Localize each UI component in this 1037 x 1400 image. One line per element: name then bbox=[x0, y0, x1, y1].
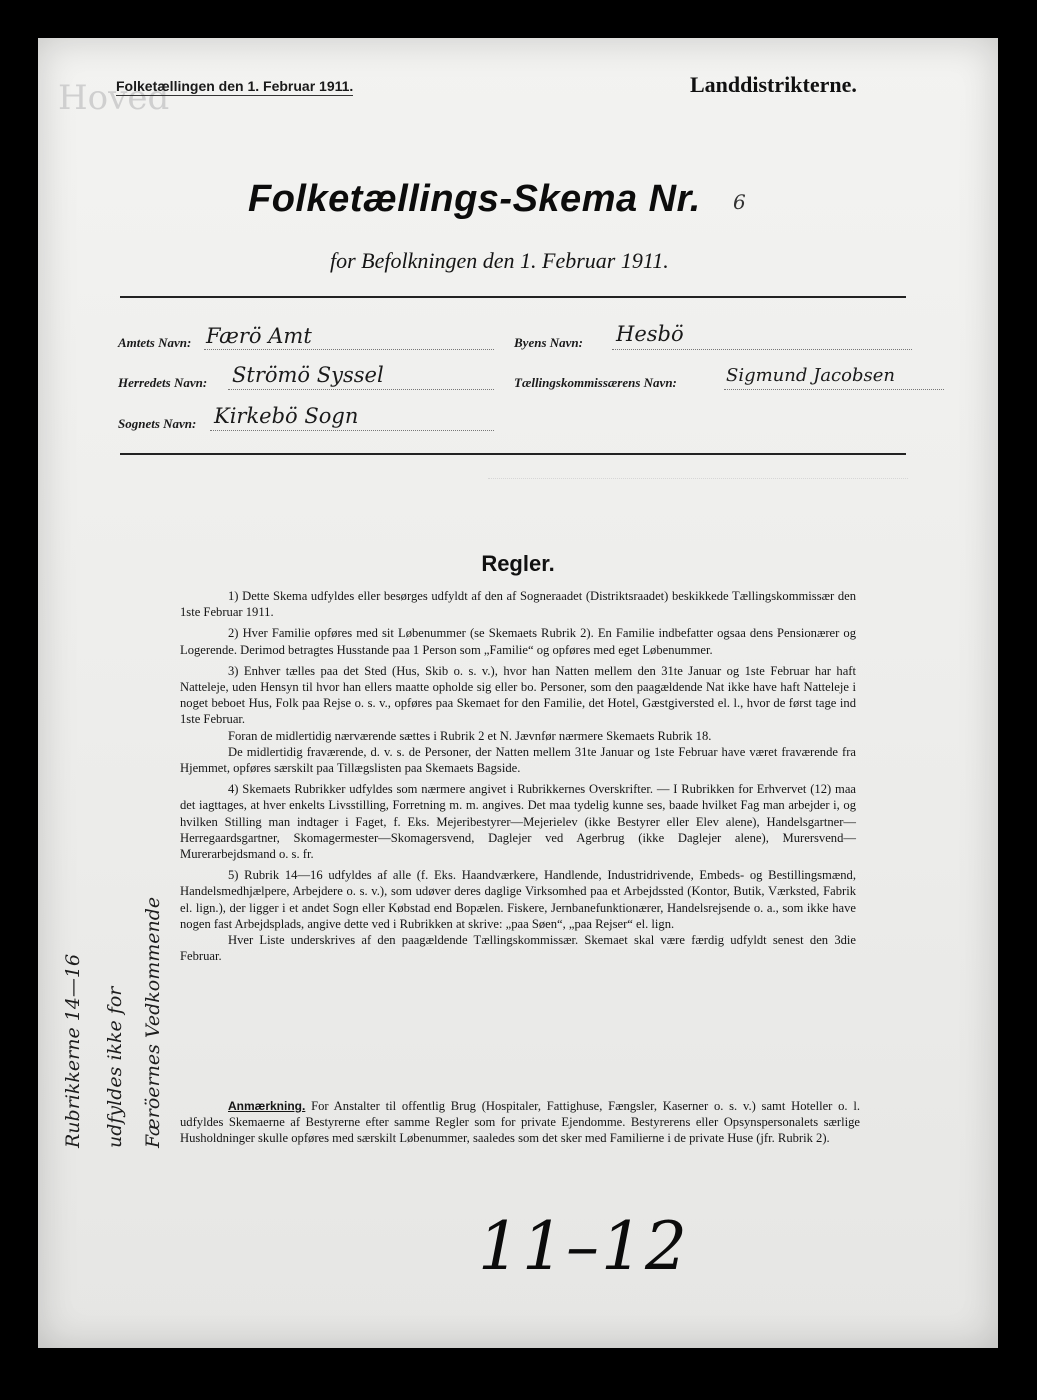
rule-3-absent: De midlertidig fraværende, d. v. s. de Personer, der Natten mellem 31te Januar og 1ste Februar have været fraværende fra Hjemmet, opføres særskilt paa Tillægslisten paa Skemaets Bagside. bbox=[180, 744, 856, 776]
by-label: Byens Navn: bbox=[514, 335, 583, 350]
kommissaer-value: Sigmund Jacobsen bbox=[726, 365, 895, 386]
remark-heading: Anmærkning. bbox=[228, 1099, 306, 1113]
sogn-underline bbox=[210, 430, 494, 431]
kommissaer-label: Tællingskommissærens Navn: bbox=[514, 375, 677, 390]
remark-text: For Anstalter til offentlig Brug (Hospitaler, Fattighuse, Fængsler, Kaserner o. s. v.) samt Hoteller o. l. udfyldes Skemaerne af Bestyrerne efter samme Regler som for private Ejendomme. Bestyrerens eller Opsynspersonalets særlige Husholdninger skulle opføres med særskilt Løbenummer, saaledes som det sker med Familierne i de private Huse (jfr. Rubrik 2). bbox=[180, 1099, 860, 1145]
form-number: 6 bbox=[733, 190, 746, 214]
margin-note-line-1: Rubrikkerne 14—16 bbox=[62, 953, 84, 1148]
kommissaer-underline bbox=[724, 389, 944, 390]
amt-underline bbox=[204, 349, 494, 350]
rule-6: Hver Liste underskrives af den paagældende Tællingskommissær. Skemaet skal være færdig udfyldt senest den 3die Februar. bbox=[180, 933, 856, 964]
sogn-label: Sognets Navn: bbox=[118, 416, 197, 431]
herred-label: Herredets Navn: bbox=[118, 375, 208, 390]
margin-note-line-3: Færöernes Vedkommende bbox=[142, 896, 164, 1148]
census-date-header: Folketællingen den 1. Februar 1911. bbox=[116, 78, 354, 94]
form-title: Folketællings-Skema Nr. bbox=[248, 178, 701, 220]
amt-label: Amtets Navn: bbox=[118, 335, 192, 350]
remark-block bbox=[180, 1098, 860, 1146]
by-value: Hesbö bbox=[616, 322, 684, 346]
form-subtitle: for Befolkningen den 1. Februar 1911. bbox=[330, 248, 669, 273]
fields-divider bbox=[120, 453, 906, 455]
faint-stamp-mark: Hoved bbox=[58, 78, 170, 118]
rule-1: 1) Dette Skema udfyldes eller besørges udfyldt af den af Sogneraadet (Distriktsraadet) beskikkede Tællingskommissær den 1ste Februar 1911. bbox=[180, 589, 856, 620]
herred-value: Strömö Syssel bbox=[232, 363, 384, 387]
sogn-value: Kirkebö Sogn bbox=[214, 404, 359, 428]
by-underline bbox=[612, 349, 912, 350]
rule-3-note-n: Foran de midlertidig nærværende sættes i Rubrik 2 et N. Jævnfør nærmere Skemaets Rubrik 18. bbox=[228, 728, 712, 743]
rule-2: 2) Hver Familie opføres med sit Løbenummer (se Skemaets Rubrik 2). En Familie indbefatter ogsaa dens Pensionærer og Logerende. Derimod betragtes Husstande paa 1 Person som „Familie“ og opføres med eget Løbenummer. bbox=[180, 626, 856, 657]
top-divider bbox=[120, 296, 906, 298]
margin-note-line-2: udfyldes ikke for bbox=[104, 986, 126, 1148]
district-type-header: Landdistrikterne. bbox=[690, 72, 857, 97]
rule-3: 3) Enhver tælles paa det Sted (Hus, Skib o. s. v.), hvor han Natten mellem den 31te Januar og 1ste Februar har haft Natteleje, uden Hensyn til hvor han ellers maatte opholde sig eller bo. Personer, som den paagældende Nat ikke have haft Natteleje i noget beboet Hus, Folk paa Rejse o. s. v., opføres paa Skemaet for den Familie, det Hotel, Gæstgiversted el. l., hvor de først tage ind 1ste Februar. bbox=[180, 663, 856, 727]
herred-underline bbox=[228, 389, 494, 390]
rule-5: 5) Rubrik 14—16 udfyldes af alle (f. Eks. Haandværkere, Handlende, Industridrivende, Embeds- og Bestillingsmænd, Handelsmedhjælpere, Arbejdere o. s. v.), som udøver deres daglige Virksomhed paa et Arbejdssted (Kontor, Butik, Værksted, Fabrik el. lign.), der ligger i et andet Sogn eller Købstad end Bopælen. Fiskere, Jernbanefunktionærer, Handelsrejsende o. a., som ikke have nogen fast Arbejdsplads, angive dette ved i Rubrikken at skrive: „paa Søen“, „paa Rejser“ el. lign. bbox=[180, 868, 856, 931]
handwritten-page-range: 11–12 bbox=[478, 1208, 689, 1285]
amt-value: Færö Amt bbox=[206, 324, 312, 348]
rule-4: 4) Skemaets Rubrikker udfyldes som nærmere angivet i Rubrikkernes Overskrifter. — I Rubrikken for Erhvervet (12) maa det iagttages, at hver enkelts Livsstilling, Forretning m. m. angives. Det maa tydelig kunne ses, baade hvilket Fag man arbejder i, og hvilken Stilling man indtager i Faget, f. Eks. Mejeribestyrer—Mejerielev (ikke Bestyrer eller Elev alene), Handelsgartner—Herregaardsgartner, Skomagermester—Skomagersvend, Daglejer ved Agerbrug (ikke Daglejer alene), Murersvend—Murerarbejdsmand o. s. fr. bbox=[180, 782, 856, 862]
rules-body bbox=[180, 588, 856, 969]
rules-heading: Regler. bbox=[481, 551, 555, 576]
show-through-area bbox=[488, 478, 908, 559]
census-form-page bbox=[38, 38, 998, 1348]
